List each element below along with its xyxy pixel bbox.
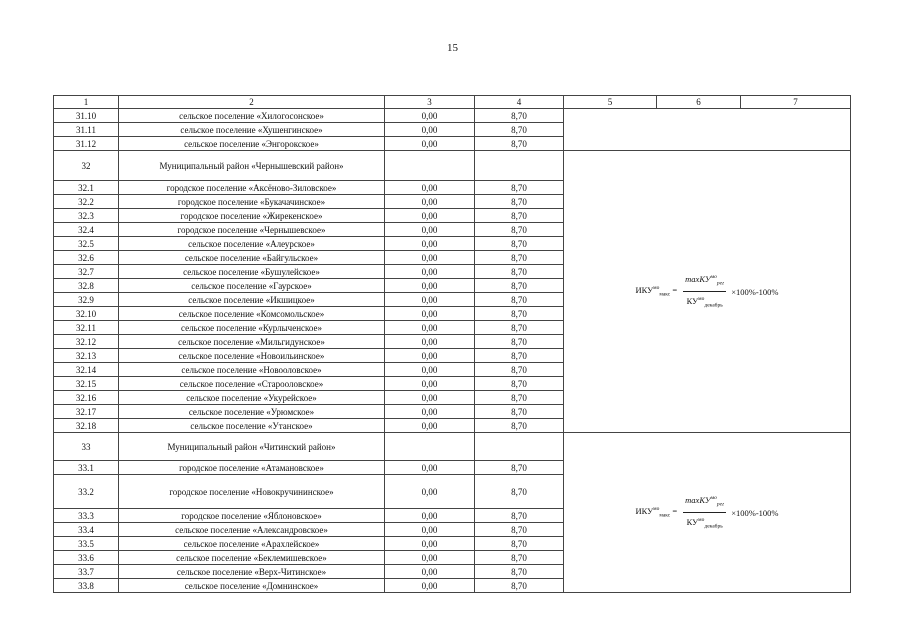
- settlement-name: городское поселение «Букачачинское»: [119, 195, 385, 209]
- district-name: Муниципальный район «Чернышевский район»: [119, 151, 385, 181]
- settlement-name: городское поселение «Новокручининское»: [119, 475, 385, 509]
- formula-denominator: [685, 513, 725, 533]
- settlement-name: сельское поселение «Новоильинское»: [119, 349, 385, 363]
- district-number: 32: [54, 151, 119, 181]
- settlement-name: городское поселение «Чернышевское»: [119, 223, 385, 237]
- value-col-4: 8,70: [475, 363, 564, 377]
- value-col-3: 0,00: [385, 475, 475, 509]
- formula-tail: ×100%-100%: [731, 286, 779, 297]
- formula-tail: ×100%-100%: [731, 507, 779, 518]
- row-number: 31.11: [54, 123, 119, 137]
- formula-den-sub: декабрь: [704, 302, 723, 309]
- value-col-4: 8,70: [475, 419, 564, 433]
- formula-lhs-sup: мо: [653, 506, 660, 513]
- formula-den-sup: мо: [698, 296, 705, 302]
- row-number: 32.10: [54, 307, 119, 321]
- column-header: 4: [475, 96, 564, 109]
- district-name: Муниципальный район «Читинский район»: [119, 433, 385, 461]
- formula-den-sub: декабрь: [704, 523, 723, 530]
- row-number: 32.12: [54, 335, 119, 349]
- row-number: 31.10: [54, 109, 119, 123]
- settlement-name: сельское поселение «Комсомольское»: [119, 307, 385, 321]
- row-number: 31.12: [54, 137, 119, 151]
- value-col-4: [475, 151, 564, 181]
- value-col-3: 0,00: [385, 461, 475, 475]
- value-col-3: 0,00: [385, 377, 475, 391]
- formula-numerator: [683, 492, 726, 513]
- settlement-name: сельское поселение «Утанское»: [119, 419, 385, 433]
- settlement-name: сельское поселение «Александровское»: [119, 523, 385, 537]
- value-col-4: 8,70: [475, 123, 564, 137]
- value-col-3: 0,00: [385, 349, 475, 363]
- value-col-4: 8,70: [475, 307, 564, 321]
- column-header: 1: [54, 96, 119, 109]
- row-number: 32.3: [54, 209, 119, 223]
- table-row: [54, 109, 851, 123]
- value-col-3: 0,00: [385, 279, 475, 293]
- row-number: 32.13: [54, 349, 119, 363]
- settlement-name: городское поселение «Яблоновское»: [119, 509, 385, 523]
- row-number: 32.9: [54, 293, 119, 307]
- row-number: 32.2: [54, 195, 119, 209]
- settlement-name: сельское поселение «Верх-Читинское»: [119, 565, 385, 579]
- value-col-3: 0,00: [385, 293, 475, 307]
- row-number: 33.8: [54, 579, 119, 593]
- row-number: 33.4: [54, 523, 119, 537]
- formula-lhs-sup: мо: [653, 285, 660, 292]
- value-col-4: 8,70: [475, 223, 564, 237]
- value-col-4: 8,70: [475, 109, 564, 123]
- formula-num-text: maxКУ: [685, 495, 711, 506]
- value-col-4: 8,70: [475, 321, 564, 335]
- row-number: 32.5: [54, 237, 119, 251]
- column-header: 3: [385, 96, 475, 109]
- value-col-4: 8,70: [475, 523, 564, 537]
- value-col-4: 8,70: [475, 565, 564, 579]
- formula-fraction: [683, 492, 726, 532]
- value-col-4: 8,70: [475, 377, 564, 391]
- value-col-4: 8,70: [475, 475, 564, 509]
- value-col-4: 8,70: [475, 405, 564, 419]
- settlement-name: сельское поселение «Байгульское»: [119, 251, 385, 265]
- settlement-name: сельское поселение «Гаурское»: [119, 279, 385, 293]
- settlement-name: сельское поселение «Старооловское»: [119, 377, 385, 391]
- value-col-3: 0,00: [385, 123, 475, 137]
- value-col-4: 8,70: [475, 251, 564, 265]
- value-col-3: 0,00: [385, 335, 475, 349]
- table-header-row: [54, 96, 851, 109]
- formula-lhs-sub: макс: [659, 512, 671, 519]
- row-number: 32.14: [54, 363, 119, 377]
- value-col-4: 8,70: [475, 237, 564, 251]
- formula-block-32: [564, 151, 851, 433]
- value-col-3: 0,00: [385, 363, 475, 377]
- column-header: 7: [741, 96, 851, 109]
- formula-num-sup: мо: [710, 274, 717, 281]
- settlement-name: сельское поселение «Алеурское»: [119, 237, 385, 251]
- formula-lhs: $ИКУ^{мо}_{макс}$ =: [635, 285, 678, 298]
- settlement-name: сельское поселение «Новооловское»: [119, 363, 385, 377]
- value-col-4: 8,70: [475, 293, 564, 307]
- district-row: [54, 151, 851, 181]
- row-number: 32.15: [54, 377, 119, 391]
- settlement-name: городское поселение «Атамановское»: [119, 461, 385, 475]
- formula: [635, 492, 778, 532]
- value-col-3: 0,00: [385, 551, 475, 565]
- row-number: 32.8: [54, 279, 119, 293]
- value-col-4: 8,70: [475, 579, 564, 593]
- value-col-3: 0,00: [385, 195, 475, 209]
- value-col-3: 0,00: [385, 251, 475, 265]
- district-row: [54, 433, 851, 461]
- value-col-4: 8,70: [475, 265, 564, 279]
- value-col-3: [385, 151, 475, 181]
- merged-block-top: [564, 109, 851, 151]
- value-col-4: 8,70: [475, 181, 564, 195]
- settlement-name: сельское поселение «Курлыченское»: [119, 321, 385, 335]
- value-col-3: 0,00: [385, 307, 475, 321]
- value-col-4: 8,70: [475, 195, 564, 209]
- settlement-name: городское поселение «Аксёново-Зиловское»: [119, 181, 385, 195]
- formula-den-text: КУ: [686, 295, 699, 306]
- settlement-name: сельское поселение «Укурейское»: [119, 391, 385, 405]
- settlement-name: сельское поселение «Бушулейское»: [119, 265, 385, 279]
- row-number: 32.4: [54, 223, 119, 237]
- formula-num-sup: мо: [710, 495, 717, 502]
- column-header: 6: [657, 96, 741, 109]
- value-col-4: 8,70: [475, 335, 564, 349]
- settlement-name: сельское поселение «Икшицкое»: [119, 293, 385, 307]
- value-col-3: 0,00: [385, 137, 475, 151]
- value-col-3: 0,00: [385, 265, 475, 279]
- value-col-4: 8,70: [475, 349, 564, 363]
- row-number: 33.1: [54, 461, 119, 475]
- value-col-4: 8,70: [475, 391, 564, 405]
- settlement-name: городское поселение «Жирекенское»: [119, 209, 385, 223]
- value-col-4: 8,70: [475, 537, 564, 551]
- row-number: 32.17: [54, 405, 119, 419]
- formula-num-text: maxКУ: [685, 274, 711, 285]
- value-col-3: 0,00: [385, 509, 475, 523]
- value-col-3: 0,00: [385, 321, 475, 335]
- value-col-3: 0,00: [385, 579, 475, 593]
- value-col-3: 0,00: [385, 419, 475, 433]
- row-number: 33.6: [54, 551, 119, 565]
- formula-num-sub: рег: [716, 281, 725, 287]
- row-number: 33.2: [54, 475, 119, 509]
- row-number: 32.1: [54, 181, 119, 195]
- formula-lhs-text: ИКУ: [635, 285, 654, 296]
- settlement-name: сельское поселение «Урюмское»: [119, 405, 385, 419]
- formula-num-sub: рег: [716, 502, 725, 508]
- value-col-4: 8,70: [475, 279, 564, 293]
- district-number: 33: [54, 433, 119, 461]
- settlement-name: сельское поселение «Беклемишевское»: [119, 551, 385, 565]
- formula-denominator: [685, 292, 725, 312]
- value-col-3: 0,00: [385, 523, 475, 537]
- row-number: 33.5: [54, 537, 119, 551]
- formula: [635, 271, 778, 311]
- formula-den-text: КУ: [686, 516, 699, 527]
- value-col-4: 8,70: [475, 209, 564, 223]
- column-header: 2: [119, 96, 385, 109]
- value-col-3: 0,00: [385, 565, 475, 579]
- formula-lhs-text: ИКУ: [635, 506, 654, 517]
- formula-lhs-sub: макс: [659, 291, 671, 298]
- value-col-3: 0,00: [385, 391, 475, 405]
- value-col-3: [385, 433, 475, 461]
- value-col-3: 0,00: [385, 405, 475, 419]
- row-number: 32.6: [54, 251, 119, 265]
- value-col-4: 8,70: [475, 551, 564, 565]
- settlement-name: сельское поселение «Домнинское»: [119, 579, 385, 593]
- settlement-name: сельское поселение «Хушенгинское»: [119, 123, 385, 137]
- formula-block-33: [564, 433, 851, 593]
- settlement-name: сельское поселение «Хилогосонское»: [119, 109, 385, 123]
- value-col-3: 0,00: [385, 237, 475, 251]
- row-number: 32.7: [54, 265, 119, 279]
- formula-numerator: [683, 271, 726, 292]
- value-col-4: 8,70: [475, 137, 564, 151]
- settlement-name: сельское поселение «Энгорокское»: [119, 137, 385, 151]
- row-number: 32.11: [54, 321, 119, 335]
- row-number: 32.16: [54, 391, 119, 405]
- row-number: 33.7: [54, 565, 119, 579]
- formula-den-sup: мо: [698, 517, 705, 523]
- value-col-3: 0,00: [385, 209, 475, 223]
- column-header: 5: [564, 96, 657, 109]
- value-col-4: 8,70: [475, 509, 564, 523]
- settlement-name: сельское поселение «Мильгидунское»: [119, 335, 385, 349]
- value-col-3: 0,00: [385, 537, 475, 551]
- value-col-3: 0,00: [385, 223, 475, 237]
- settlement-name: сельское поселение «Арахлейское»: [119, 537, 385, 551]
- row-number: 33.3: [54, 509, 119, 523]
- formula-lhs: $ИКУ^{мо}_{макс}$ =: [635, 506, 678, 519]
- formula-fraction: [683, 271, 726, 311]
- value-col-3: 0,00: [385, 109, 475, 123]
- value-col-4: [475, 433, 564, 461]
- page-number: 15: [447, 42, 458, 54]
- row-number: 32.18: [54, 419, 119, 433]
- tariff-table: [53, 95, 851, 593]
- value-col-3: 0,00: [385, 181, 475, 195]
- value-col-4: 8,70: [475, 461, 564, 475]
